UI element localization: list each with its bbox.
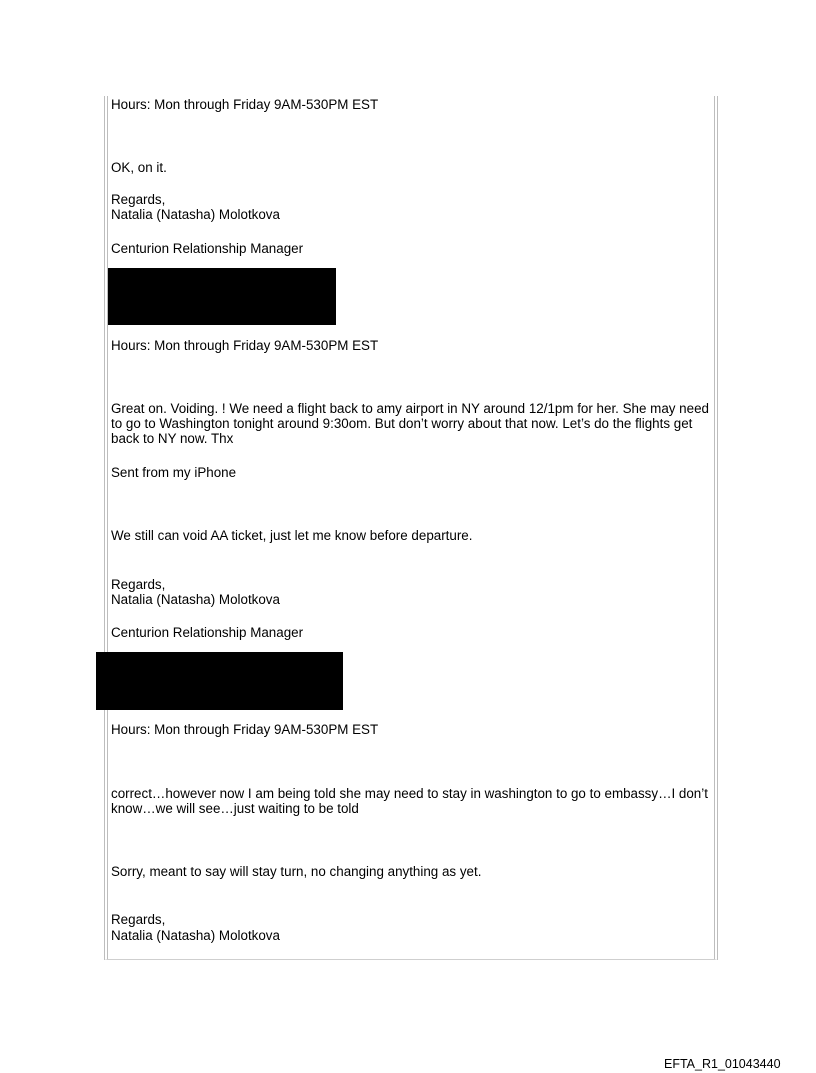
- signature-title: Centurion Relationship Manager: [111, 241, 304, 256]
- redaction-block: [96, 652, 343, 710]
- signature-regards: Regards,: [111, 912, 166, 927]
- message-great-on: Great on. Voiding. ! We need a flight back to amy airport in NY around 12/1pm for her. She may need to go to Washington tonight around 9:30om. But don’t worry about that now. Let’s do the flights get back to NY now. Thx: [111, 401, 709, 446]
- reply-ok: OK, on it.: [111, 160, 167, 175]
- message-correct: correct…however now I am being told she may need to stay in washington to go to embassy…I don’t know…we will see…just waiting to be told: [111, 786, 708, 816]
- signature-name: Natalia (Natasha) Molotkova: [111, 928, 280, 943]
- signature-regards: Regards,: [111, 577, 166, 592]
- redaction-block: [108, 268, 336, 325]
- signature-regards: Regards,: [111, 192, 166, 207]
- signature-name: Natalia (Natasha) Molotkova: [111, 592, 280, 607]
- message-sorry: Sorry, meant to say will stay turn, no changing anything as yet.: [111, 864, 482, 879]
- document-id: EFTA_R1_01043440: [664, 1057, 781, 1071]
- hours-line: Hours: Mon through Friday 9AM-530PM EST: [111, 97, 379, 112]
- signature-title: Centurion Relationship Manager: [111, 625, 304, 640]
- hours-line: Hours: Mon through Friday 9AM-530PM EST: [111, 722, 379, 737]
- hours-line: Hours: Mon through Friday 9AM-530PM EST: [111, 338, 379, 353]
- message-void-aa: We still can void AA ticket, just let me know before departure.: [111, 528, 473, 543]
- sent-from-iphone: Sent from my iPhone: [111, 465, 237, 480]
- signature-name: Natalia (Natasha) Molotkova: [111, 207, 280, 222]
